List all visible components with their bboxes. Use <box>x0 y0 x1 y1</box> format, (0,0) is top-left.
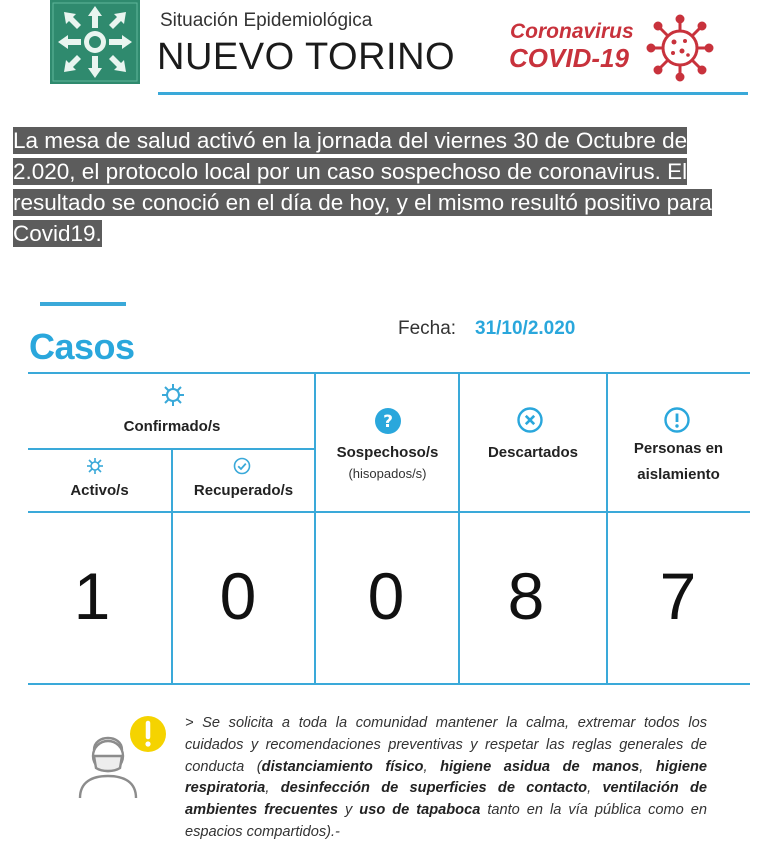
header-subtitle: Situación Epidemiológica <box>160 10 373 31</box>
notice-part: , <box>423 758 441 775</box>
cross-circle-icon <box>517 407 543 433</box>
fecha-value: 31/10/2.020 <box>475 318 576 339</box>
notice-bold: higiene asidua de manos <box>440 758 640 775</box>
casos-rule <box>40 302 126 306</box>
announcement-text <box>13 125 751 249</box>
table-top-rule <box>28 372 750 374</box>
notice-bold: higiene respiratoria <box>185 758 707 797</box>
virus-icon <box>646 14 714 82</box>
notice-bold: ventilación de ambientes frecuentes <box>185 780 708 819</box>
notice-part: , <box>639 758 656 775</box>
table-bottom-rule <box>28 683 750 685</box>
value-recuperado: 0 <box>219 559 257 633</box>
casos-title: Casos <box>29 326 135 367</box>
notice-part: , <box>587 780 603 797</box>
announcement-highlight: La mesa de salud activó en la jornada del viernes 30 de Octubre de 2.020, el protocolo local por un caso sospechoso de coronavirus. El resultado se conoció en el día de hoy, y el mismo resultó positivo para Covid19. <box>13 128 712 246</box>
notice-part: tanto en la vía pública como en espacios compartidos).- <box>185 802 707 840</box>
covid-label-line2: COVID-19 <box>509 43 629 73</box>
municipal-logo-icon <box>50 0 140 84</box>
notice-part: > Se solicita a toda la comunidad mantener la calma, extremar todos los cuidados y recomendaciones preventivas y respetar las reglas generales de conducta ( <box>185 715 707 775</box>
header-title: NUEVO TORINO <box>157 36 456 78</box>
masked-person-warning-icon <box>72 706 172 802</box>
table-header-rule <box>28 511 750 513</box>
notice-bold: uso de tapaboca <box>359 802 481 819</box>
header-sospechoso: Sospechoso/s <box>336 444 439 461</box>
value-descartados: 8 <box>507 559 545 633</box>
header-descartados: Descartados <box>487 444 579 461</box>
value-sospechoso: 0 <box>367 559 405 633</box>
exclamation-circle-icon <box>664 407 690 433</box>
covid-label-line1: Coronavirus <box>510 20 634 43</box>
notice-text <box>185 713 707 844</box>
header-divider <box>158 92 748 95</box>
confirmed-virus-icon <box>160 382 186 408</box>
fecha-label: Fecha: <box>398 318 457 339</box>
header-sospechoso-sub: (hisopados/s) <box>348 466 427 481</box>
notice-bold: distanciamiento físico <box>261 758 424 775</box>
header-recuperado: Recuperado/s <box>193 482 294 499</box>
notice-bold: desinfección de superficies de contacto <box>280 780 588 797</box>
header-aislamiento-line1: Personas en <box>633 440 724 457</box>
table-col-divider <box>606 372 608 684</box>
active-virus-icon <box>86 457 104 475</box>
notice-part: , <box>265 780 281 797</box>
header-confirmado: Confirmado/s <box>123 418 221 435</box>
notice-part: y <box>338 802 360 819</box>
value-aislamiento: 7 <box>659 559 697 633</box>
value-activo: 1 <box>73 559 111 633</box>
table-col-divider <box>458 372 460 684</box>
header-activo: Activo/s <box>70 482 129 499</box>
check-circle-icon <box>233 457 251 475</box>
header-aislamiento-line2: aislamiento <box>637 466 720 483</box>
svg-text:?: ? <box>383 412 393 432</box>
question-icon <box>374 407 402 435</box>
